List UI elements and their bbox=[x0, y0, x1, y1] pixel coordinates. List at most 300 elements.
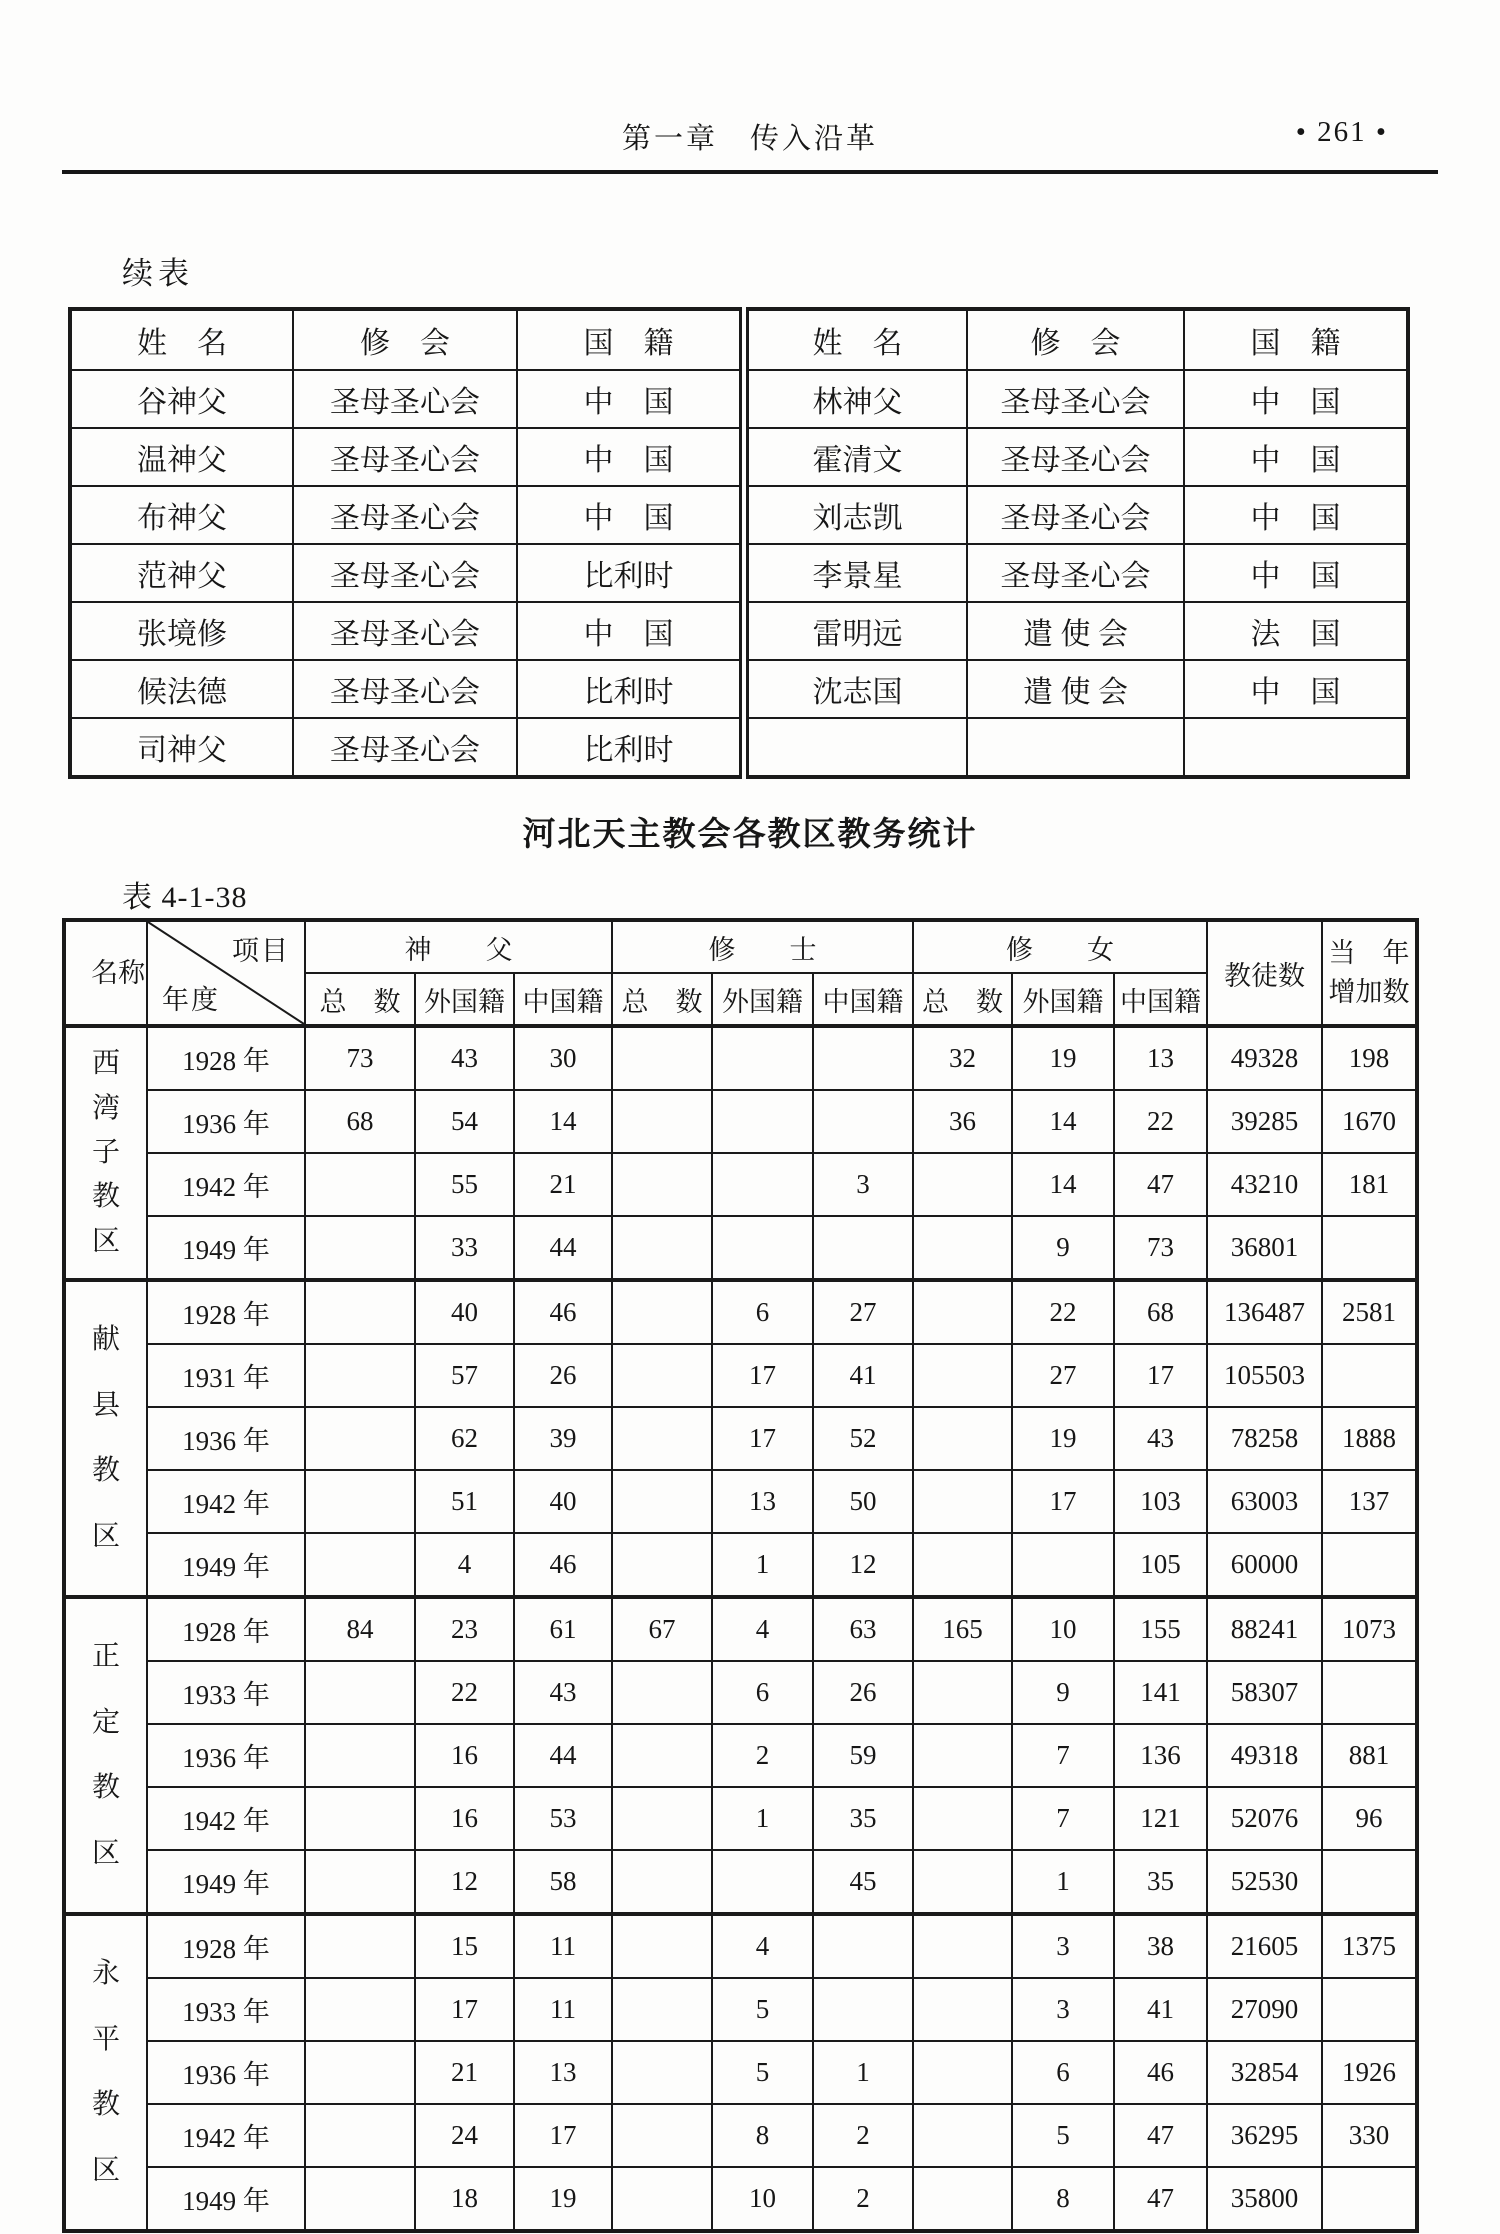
stat-cell bbox=[612, 1280, 712, 1344]
year-cell: 1949 年 bbox=[147, 1850, 305, 1914]
name-column-header bbox=[64, 920, 147, 1026]
stat-cell bbox=[305, 1280, 415, 1344]
stat-cell: 5 bbox=[712, 1978, 813, 2041]
year-cell: 1949 年 bbox=[147, 2167, 305, 2231]
sub-header-priests-total: 总 数 bbox=[305, 973, 415, 1026]
district-char: 子 bbox=[91, 1136, 120, 1168]
priest-name-cell: 张境修 bbox=[70, 602, 293, 660]
stat-cell: 24 bbox=[415, 2104, 514, 2167]
priest-name-cell: 霍清文 bbox=[744, 428, 967, 486]
stat-cell bbox=[612, 1026, 712, 1090]
year-cell: 1933 年 bbox=[147, 1978, 305, 2041]
stats-row bbox=[64, 1470, 1417, 1533]
stat-cell: 7 bbox=[1012, 1724, 1114, 1787]
stat-cell: 36801 bbox=[1207, 1216, 1322, 1280]
stat-cell: 47 bbox=[1114, 2104, 1207, 2167]
stat-cell bbox=[612, 1090, 712, 1153]
stat-cell bbox=[305, 1216, 415, 1280]
stat-cell bbox=[712, 1026, 813, 1090]
stats-row bbox=[64, 1407, 1417, 1470]
stat-cell bbox=[305, 1533, 415, 1597]
stat-cell bbox=[913, 2167, 1012, 2231]
stat-cell: 44 bbox=[514, 1724, 612, 1787]
chapter-title: 第一章 传入沿革 bbox=[621, 123, 878, 155]
stat-cell: 67 bbox=[612, 1597, 712, 1661]
stat-cell bbox=[612, 1533, 712, 1597]
priest-name-cell: 司神父 bbox=[70, 718, 293, 777]
stat-cell: 32854 bbox=[1207, 2041, 1322, 2104]
stat-cell bbox=[305, 1914, 415, 1978]
stat-cell bbox=[712, 1090, 813, 1153]
stat-cell bbox=[913, 1470, 1012, 1533]
stat-cell: 103 bbox=[1114, 1470, 1207, 1533]
stats-row bbox=[64, 1216, 1417, 1280]
stats-row bbox=[64, 1978, 1417, 2041]
year-cell: 1928 年 bbox=[147, 1914, 305, 1978]
stat-cell: 881 bbox=[1322, 1724, 1417, 1787]
stat-cell: 10 bbox=[1012, 1597, 1114, 1661]
stat-cell: 40 bbox=[514, 1470, 612, 1533]
district-char: 区 bbox=[91, 1521, 120, 1553]
stat-cell: 1 bbox=[712, 1787, 813, 1850]
priest-name-cell: 谷神父 bbox=[70, 370, 293, 428]
stat-cell: 54 bbox=[415, 1090, 514, 1153]
increase-header bbox=[1322, 920, 1417, 1026]
stat-cell: 36295 bbox=[1207, 2104, 1322, 2167]
roster-row bbox=[70, 486, 1408, 544]
stat-cell bbox=[612, 2104, 712, 2167]
stat-cell: 23 bbox=[415, 1597, 514, 1661]
district-char: 县 bbox=[91, 1389, 120, 1421]
sub-header-priests-foreign: 外国籍 bbox=[415, 973, 514, 1026]
stats-row bbox=[64, 1597, 1417, 1661]
stat-cell: 1926 bbox=[1322, 2041, 1417, 2104]
stat-cell: 63003 bbox=[1207, 1470, 1322, 1533]
stat-cell bbox=[305, 1787, 415, 1850]
stat-cell: 36 bbox=[913, 1090, 1012, 1153]
stats-row bbox=[64, 1724, 1417, 1787]
roster-table bbox=[68, 307, 1410, 779]
stats-row bbox=[64, 2041, 1417, 2104]
year-cell: 1928 年 bbox=[147, 1597, 305, 1661]
stat-cell: 58 bbox=[514, 1850, 612, 1914]
year-cell: 1933 年 bbox=[147, 1661, 305, 1724]
year-cell: 1942 年 bbox=[147, 2104, 305, 2167]
stats-row bbox=[64, 1344, 1417, 1407]
roster-row bbox=[70, 660, 1408, 718]
district-label-text bbox=[66, 1922, 146, 2223]
nationality-cell: 中 国 bbox=[1184, 486, 1408, 544]
stat-cell: 1 bbox=[712, 1533, 813, 1597]
stat-cell bbox=[305, 2041, 415, 2104]
stat-cell bbox=[913, 1850, 1012, 1914]
stat-cell: 43 bbox=[514, 1661, 612, 1724]
stats-row bbox=[64, 1787, 1417, 1850]
stat-cell: 14 bbox=[1012, 1090, 1114, 1153]
stats-row bbox=[64, 1026, 1417, 1090]
stat-cell bbox=[1322, 1533, 1417, 1597]
district-label-text bbox=[66, 1034, 146, 1272]
stat-cell: 181 bbox=[1322, 1153, 1417, 1216]
nationality-cell: 比利时 bbox=[517, 544, 744, 602]
stat-cell bbox=[712, 1850, 813, 1914]
nationality-cell: 中 国 bbox=[517, 486, 744, 544]
group-header-monks: 修 士 bbox=[612, 920, 913, 973]
stat-cell: 58307 bbox=[1207, 1661, 1322, 1724]
stat-cell: 198 bbox=[1322, 1026, 1417, 1090]
stat-cell: 7 bbox=[1012, 1787, 1114, 1850]
sub-header-priests-chinese: 中国籍 bbox=[514, 973, 612, 1026]
roster-row bbox=[70, 428, 1408, 486]
stat-cell: 41 bbox=[813, 1344, 913, 1407]
stat-cell: 50 bbox=[813, 1470, 913, 1533]
stat-cell bbox=[1322, 2167, 1417, 2231]
stat-cell: 4 bbox=[712, 1597, 813, 1661]
stat-cell: 105 bbox=[1114, 1533, 1207, 1597]
stat-cell bbox=[612, 1153, 712, 1216]
nationality-cell: 中 国 bbox=[517, 370, 744, 428]
page-number: • 261 • bbox=[1295, 116, 1388, 148]
year-cell: 1936 年 bbox=[147, 1724, 305, 1787]
stat-cell: 21 bbox=[415, 2041, 514, 2104]
stat-cell: 47 bbox=[1114, 2167, 1207, 2231]
stat-cell: 8 bbox=[1012, 2167, 1114, 2231]
stat-cell: 53 bbox=[514, 1787, 612, 1850]
stat-cell bbox=[913, 1978, 1012, 2041]
believers-header: 教徒数 bbox=[1207, 920, 1322, 1026]
nationality-cell: 比利时 bbox=[517, 718, 744, 777]
stat-cell: 26 bbox=[813, 1661, 913, 1724]
stat-cell: 2 bbox=[813, 2104, 913, 2167]
stat-cell bbox=[612, 1470, 712, 1533]
sub-header-nuns-chinese: 中国籍 bbox=[1114, 973, 1207, 1026]
stat-cell bbox=[913, 1344, 1012, 1407]
year-cell: 1936 年 bbox=[147, 1407, 305, 1470]
order-cell: 圣母圣心会 bbox=[967, 428, 1184, 486]
group-header-nuns: 修 女 bbox=[913, 920, 1207, 973]
corner-year-label: 年度 bbox=[162, 985, 220, 1015]
stat-cell: 2 bbox=[813, 2167, 913, 2231]
stat-cell: 136 bbox=[1114, 1724, 1207, 1787]
year-cell: 1928 年 bbox=[147, 1026, 305, 1090]
district-char: 湾 bbox=[91, 1092, 120, 1124]
stat-cell: 2581 bbox=[1322, 1280, 1417, 1344]
stat-cell: 9 bbox=[1012, 1661, 1114, 1724]
stat-cell: 35 bbox=[1114, 1850, 1207, 1914]
stat-cell: 1073 bbox=[1322, 1597, 1417, 1661]
stat-cell bbox=[813, 1216, 913, 1280]
stat-cell: 11 bbox=[514, 1978, 612, 2041]
district-char: 教 bbox=[91, 1772, 120, 1804]
stat-cell bbox=[913, 2041, 1012, 2104]
stat-cell: 155 bbox=[1114, 1597, 1207, 1661]
district-char: 献 bbox=[91, 1323, 120, 1355]
stat-cell: 2 bbox=[712, 1724, 813, 1787]
stat-cell: 3 bbox=[1012, 1978, 1114, 2041]
stat-cell: 44 bbox=[514, 1216, 612, 1280]
year-cell: 1928 年 bbox=[147, 1280, 305, 1344]
district-char: 正 bbox=[91, 1640, 120, 1672]
stat-cell: 3 bbox=[1012, 1914, 1114, 1978]
stat-cell: 88241 bbox=[1207, 1597, 1322, 1661]
roster-col-header: 修 会 bbox=[293, 309, 517, 370]
stat-cell bbox=[612, 1661, 712, 1724]
stat-cell bbox=[305, 1407, 415, 1470]
stats-row bbox=[64, 1661, 1417, 1724]
stat-cell bbox=[305, 2104, 415, 2167]
stat-cell: 12 bbox=[813, 1533, 913, 1597]
stat-cell: 78258 bbox=[1207, 1407, 1322, 1470]
header-rule bbox=[62, 170, 1438, 174]
stat-cell bbox=[913, 1216, 1012, 1280]
stat-cell bbox=[1322, 1216, 1417, 1280]
stat-cell bbox=[1322, 1661, 1417, 1724]
stat-cell: 59 bbox=[813, 1724, 913, 1787]
stat-cell: 1 bbox=[813, 2041, 913, 2104]
stat-cell: 43 bbox=[1114, 1407, 1207, 1470]
stat-cell bbox=[1322, 1344, 1417, 1407]
stat-cell: 136487 bbox=[1207, 1280, 1322, 1344]
year-cell: 1942 年 bbox=[147, 1787, 305, 1850]
stat-cell bbox=[913, 2104, 1012, 2167]
district-char: 教 bbox=[91, 2089, 120, 2121]
district-char: 区 bbox=[91, 1225, 120, 1257]
district-label bbox=[64, 1026, 147, 1280]
stat-cell: 27 bbox=[1012, 1344, 1114, 1407]
stats-table-number: 表 4-1-38 bbox=[122, 881, 248, 914]
stats-header-row-1 bbox=[64, 920, 1417, 973]
stat-cell: 61 bbox=[514, 1597, 612, 1661]
order-cell: 圣母圣心会 bbox=[967, 370, 1184, 428]
stat-cell: 6 bbox=[1012, 2041, 1114, 2104]
stat-cell: 27 bbox=[813, 1280, 913, 1344]
stat-cell bbox=[612, 1978, 712, 2041]
stat-cell bbox=[305, 2167, 415, 2231]
stat-cell: 10 bbox=[712, 2167, 813, 2231]
stat-cell: 84 bbox=[305, 1597, 415, 1661]
stat-cell: 39285 bbox=[1207, 1090, 1322, 1153]
stat-cell: 68 bbox=[305, 1090, 415, 1153]
stat-cell: 8 bbox=[712, 2104, 813, 2167]
stat-cell bbox=[612, 2041, 712, 2104]
stat-cell: 47 bbox=[1114, 1153, 1207, 1216]
stat-cell: 55 bbox=[415, 1153, 514, 1216]
stat-cell: 22 bbox=[1012, 1280, 1114, 1344]
stat-cell bbox=[913, 1407, 1012, 1470]
stat-cell: 121 bbox=[1114, 1787, 1207, 1850]
district-char: 平 bbox=[91, 2023, 120, 2055]
stat-cell: 11 bbox=[514, 1914, 612, 1978]
sub-header-nuns-total: 总 数 bbox=[913, 973, 1012, 1026]
stat-cell bbox=[612, 1914, 712, 1978]
district-label bbox=[64, 1914, 147, 2231]
stat-cell: 9 bbox=[1012, 1216, 1114, 1280]
priest-name-cell: 布神父 bbox=[70, 486, 293, 544]
district-label bbox=[64, 1280, 147, 1597]
stat-cell: 43210 bbox=[1207, 1153, 1322, 1216]
stat-cell: 4 bbox=[415, 1533, 514, 1597]
stats-row bbox=[64, 2104, 1417, 2167]
stats-table bbox=[62, 918, 1419, 2233]
stat-cell: 41 bbox=[1114, 1978, 1207, 2041]
stat-cell: 17 bbox=[1114, 1344, 1207, 1407]
stat-cell bbox=[813, 1090, 913, 1153]
stat-cell bbox=[1322, 1850, 1417, 1914]
order-cell: 圣母圣心会 bbox=[967, 486, 1184, 544]
nationality-cell: 比利时 bbox=[517, 660, 744, 718]
stat-cell bbox=[612, 1216, 712, 1280]
stat-cell: 52530 bbox=[1207, 1850, 1322, 1914]
stat-cell: 32 bbox=[913, 1026, 1012, 1090]
priest-name-cell: 刘志凯 bbox=[744, 486, 967, 544]
stat-cell bbox=[305, 1344, 415, 1407]
district-char: 教 bbox=[91, 1455, 120, 1487]
stat-cell bbox=[612, 1407, 712, 1470]
stat-cell: 63 bbox=[813, 1597, 913, 1661]
priest-name-cell: 雷明远 bbox=[744, 602, 967, 660]
order-cell: 圣母圣心会 bbox=[293, 428, 517, 486]
continued-table-label: 续表 bbox=[122, 256, 194, 291]
stats-row bbox=[64, 1533, 1417, 1597]
stat-cell: 22 bbox=[1114, 1090, 1207, 1153]
year-cell: 1936 年 bbox=[147, 2041, 305, 2104]
stat-cell bbox=[305, 1661, 415, 1724]
roster-col-header: 国 籍 bbox=[1184, 309, 1408, 370]
stat-cell: 57 bbox=[415, 1344, 514, 1407]
nationality-cell: 中 国 bbox=[517, 428, 744, 486]
stat-cell: 17 bbox=[514, 2104, 612, 2167]
order-cell bbox=[967, 718, 1184, 777]
stat-cell: 4 bbox=[712, 1914, 813, 1978]
stat-cell: 13 bbox=[514, 2041, 612, 2104]
stat-cell: 19 bbox=[1012, 1407, 1114, 1470]
year-cell: 1942 年 bbox=[147, 1153, 305, 1216]
stat-cell: 137 bbox=[1322, 1470, 1417, 1533]
stat-cell: 141 bbox=[1114, 1661, 1207, 1724]
stats-row bbox=[64, 1914, 1417, 1978]
stat-cell: 14 bbox=[514, 1090, 612, 1153]
nationality-cell: 中 国 bbox=[1184, 428, 1408, 486]
district-char: 西 bbox=[91, 1048, 120, 1080]
stat-cell: 52 bbox=[813, 1407, 913, 1470]
priest-name-cell: 温神父 bbox=[70, 428, 293, 486]
increase-header-line1: 当 年 bbox=[1328, 937, 1410, 968]
district-label bbox=[64, 1597, 147, 1914]
stat-cell bbox=[913, 1661, 1012, 1724]
stat-cell bbox=[813, 1978, 913, 2041]
order-cell: 圣母圣心会 bbox=[293, 486, 517, 544]
year-cell: 1936 年 bbox=[147, 1090, 305, 1153]
priest-name-cell: 沈志国 bbox=[744, 660, 967, 718]
stat-cell bbox=[913, 1724, 1012, 1787]
priest-name-cell: 林神父 bbox=[744, 370, 967, 428]
stat-cell bbox=[612, 1724, 712, 1787]
district-char: 永 bbox=[91, 1957, 120, 1989]
roster-row bbox=[70, 602, 1408, 660]
stat-cell bbox=[1012, 1533, 1114, 1597]
roster-col-header: 姓 名 bbox=[744, 309, 967, 370]
stat-cell bbox=[612, 1344, 712, 1407]
stat-cell: 6 bbox=[712, 1280, 813, 1344]
stat-cell: 165 bbox=[913, 1597, 1012, 1661]
stat-cell bbox=[712, 1216, 813, 1280]
order-cell: 圣母圣心会 bbox=[293, 602, 517, 660]
group-header-priests: 神 父 bbox=[305, 920, 612, 973]
stat-cell: 21605 bbox=[1207, 1914, 1322, 1978]
priest-name-cell: 范神父 bbox=[70, 544, 293, 602]
district-label-text bbox=[66, 1288, 146, 1589]
roster-col-header: 国 籍 bbox=[517, 309, 744, 370]
stat-cell: 49328 bbox=[1207, 1026, 1322, 1090]
priest-name-cell: 李景星 bbox=[744, 544, 967, 602]
stat-cell bbox=[305, 1153, 415, 1216]
stat-cell: 39 bbox=[514, 1407, 612, 1470]
stat-cell bbox=[913, 1787, 1012, 1850]
stat-cell: 46 bbox=[514, 1533, 612, 1597]
stat-cell: 45 bbox=[813, 1850, 913, 1914]
stat-cell: 49318 bbox=[1207, 1724, 1322, 1787]
stat-cell: 3 bbox=[813, 1153, 913, 1216]
stat-cell bbox=[913, 1914, 1012, 1978]
order-cell: 圣母圣心会 bbox=[293, 370, 517, 428]
stat-cell: 1888 bbox=[1322, 1407, 1417, 1470]
stat-cell: 96 bbox=[1322, 1787, 1417, 1850]
roster-col-header: 修 会 bbox=[967, 309, 1184, 370]
stat-cell: 15 bbox=[415, 1914, 514, 1978]
sub-header-monks-chinese: 中国籍 bbox=[813, 973, 913, 1026]
stat-cell: 17 bbox=[712, 1407, 813, 1470]
stat-cell bbox=[813, 1026, 913, 1090]
stats-row bbox=[64, 2167, 1417, 2231]
stat-cell: 17 bbox=[712, 1344, 813, 1407]
stat-cell: 19 bbox=[1012, 1026, 1114, 1090]
name-column-header-text: 名称 bbox=[91, 957, 146, 988]
stats-row bbox=[64, 1090, 1417, 1153]
sub-header-nuns-foreign: 外国籍 bbox=[1012, 973, 1114, 1026]
stat-cell: 35 bbox=[813, 1787, 913, 1850]
stat-cell: 51 bbox=[415, 1470, 514, 1533]
stat-cell: 21 bbox=[514, 1153, 612, 1216]
stat-cell: 6 bbox=[712, 1661, 813, 1724]
stat-cell: 40 bbox=[415, 1280, 514, 1344]
stat-cell: 73 bbox=[1114, 1216, 1207, 1280]
stat-cell bbox=[612, 2167, 712, 2231]
stat-cell: 35800 bbox=[1207, 2167, 1322, 2231]
stat-cell bbox=[813, 1914, 913, 1978]
stat-cell: 43 bbox=[415, 1026, 514, 1090]
sub-header-monks-total: 总 数 bbox=[612, 973, 712, 1026]
district-char: 区 bbox=[91, 1838, 120, 1870]
stat-cell: 18 bbox=[415, 2167, 514, 2231]
order-cell: 圣母圣心会 bbox=[293, 718, 517, 777]
order-cell: 圣母圣心会 bbox=[293, 660, 517, 718]
corner-project-label: 项目 bbox=[232, 936, 290, 966]
stat-cell: 26 bbox=[514, 1344, 612, 1407]
stat-cell bbox=[1322, 1978, 1417, 2041]
stat-cell: 14 bbox=[1012, 1153, 1114, 1216]
stat-cell bbox=[305, 1470, 415, 1533]
stat-cell: 12 bbox=[415, 1850, 514, 1914]
district-char: 区 bbox=[91, 2155, 120, 2187]
district-label-text bbox=[66, 1605, 146, 1906]
stat-cell: 17 bbox=[415, 1978, 514, 2041]
stat-cell: 5 bbox=[712, 2041, 813, 2104]
stat-cell: 22 bbox=[415, 1661, 514, 1724]
nationality-cell: 中 国 bbox=[517, 602, 744, 660]
year-cell: 1942 年 bbox=[147, 1470, 305, 1533]
stat-cell: 1375 bbox=[1322, 1914, 1417, 1978]
year-cell: 1949 年 bbox=[147, 1216, 305, 1280]
